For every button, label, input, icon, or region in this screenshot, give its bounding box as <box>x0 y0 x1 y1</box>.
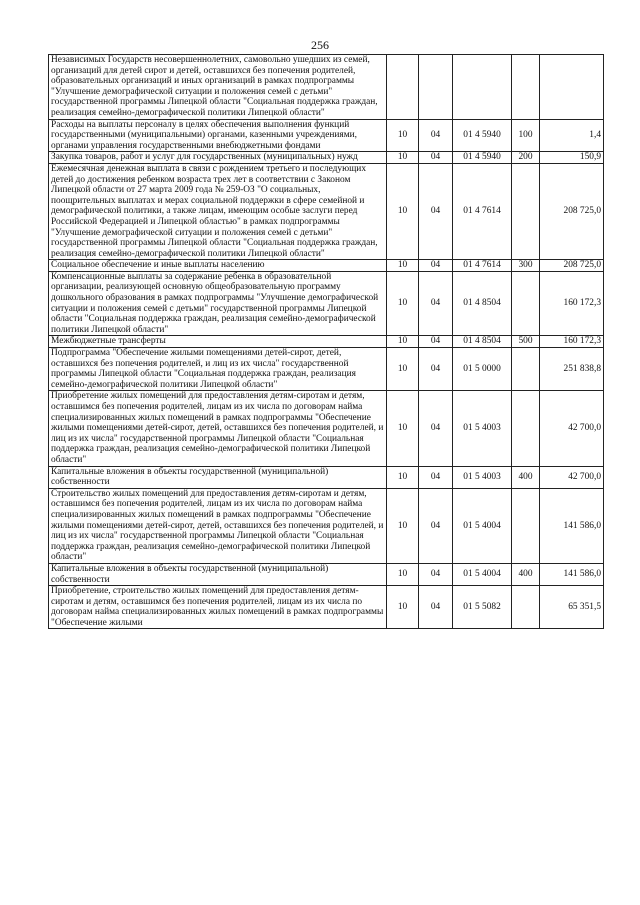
row-name: Капитальные вложения в объекты государственной (муниципальной) собственности <box>49 466 387 488</box>
row-name: Компенсационные выплаты за содержание ребенка в образовательной организации, реализующей основную общеобразовательную программу дошкольного образования в рамках подпрограммы "Улучшение демографической ситуации и положения семей с детьми" государственной программы Липецкой области "Социальная поддержка граждан, реализация семейно-демографической политики Липецкой области" <box>49 271 387 336</box>
row-name: Капитальные вложения в объекты государственной (муниципальной) собственности <box>49 563 387 585</box>
row-amount: 251 838,8 <box>540 348 604 391</box>
row-subsection: 04 <box>419 348 453 391</box>
row-subsection: 04 <box>419 563 453 585</box>
row-target-code: 01 5 4004 <box>453 563 512 585</box>
row-target-code: 01 4 7614 <box>453 163 512 259</box>
table-row <box>49 55 604 120</box>
row-subsection: 04 <box>419 586 453 629</box>
row-section: 10 <box>387 152 419 164</box>
row-target-code <box>453 55 512 120</box>
row-target-code: 01 4 7614 <box>453 260 512 272</box>
row-amount: 160 172,3 <box>540 336 604 348</box>
row-section: 10 <box>387 391 419 466</box>
table-row <box>49 563 604 585</box>
row-section: 10 <box>387 488 419 563</box>
row-amount: 150,9 <box>540 152 604 164</box>
row-target-code: 01 4 8504 <box>453 336 512 348</box>
row-section: 10 <box>387 466 419 488</box>
budget-table-body <box>49 55 604 629</box>
page-number: 256 <box>311 38 329 52</box>
row-section: 10 <box>387 336 419 348</box>
row-section: 10 <box>387 271 419 336</box>
row-subsection: 04 <box>419 271 453 336</box>
row-section: 10 <box>387 163 419 259</box>
row-subsection: 04 <box>419 336 453 348</box>
row-expense-type: 500 <box>512 336 540 348</box>
row-target-code: 01 5 5082 <box>453 586 512 629</box>
table-row <box>49 336 604 348</box>
row-expense-type <box>512 271 540 336</box>
row-section: 10 <box>387 119 419 152</box>
row-name: Независимых Государств несовершеннолетних, самовольно ушедших из семей, организаций для детей сирот и детей, оставшихся без попечения родителей, образовательных организаций и иных организаций в рамках подпрограммы "Улучшение демографической ситуации и положения семей с детьми" государственной программы Липецкой области "Социальная поддержка граждан, реализация семейно-демографической политики Липецкой области" <box>49 55 387 120</box>
row-target-code: 01 4 5940 <box>453 152 512 164</box>
row-subsection: 04 <box>419 163 453 259</box>
row-expense-type <box>512 163 540 259</box>
row-subsection: 04 <box>419 488 453 563</box>
row-name: Ежемесячная денежная выплата в связи с рождением третьего и последующих детей до достижения ребенком возраста трех лет в соответствии с Законом Липецкой области от 27 марта 2009 года № 259-ОЗ "О социальных, поощрительных выплатах и мерах социальной поддержки в сфере семейной и демографической политики, а также лицам, имеющим особые заслуги перед Российской Федерацией и Липецкой областью" в рамках подпрограммы "Улучшение демографической ситуации и положения семей с детьми" государственной программы Липецкой области "Социальная поддержка граждан, реализация семейно-демографической политики Липецкой области" <box>49 163 387 259</box>
row-amount: 141 586,0 <box>540 488 604 563</box>
table-row <box>49 260 604 272</box>
row-amount: 65 351,5 <box>540 586 604 629</box>
row-amount: 160 172,3 <box>540 271 604 336</box>
row-section: 10 <box>387 586 419 629</box>
row-name: Подпрограмма "Обеспечение жилыми помещениями детей-сирот, детей, оставшихся без попечения родителей, и лиц из их числа" государственной программы Липецкой области "Социальная поддержка граждан, реализация семейно-демографической политики Липецкой области" <box>49 348 387 391</box>
row-name: Расходы на выплаты персоналу в целях обеспечения выполнения функций государственными (муниципальными) органами, казенными учреждениями, органами управления государственными внебюджетными фондами <box>49 119 387 152</box>
row-expense-type <box>512 348 540 391</box>
row-expense-type: 100 <box>512 119 540 152</box>
row-expense-type: 400 <box>512 563 540 585</box>
row-name: Межбюджетные трансферты <box>49 336 387 348</box>
row-subsection: 04 <box>419 260 453 272</box>
row-name: Приобретение жилых помещений для предоставления детям-сиротам и детям, оставшимся без попечения родителей, лицам из их числа по договорам найма специализированных жилых помещений в рамках подпрограммы "Обеспечение жилыми помещениями детей-сирот, детей, оставшихся без попечения родителей, и лиц из их числа" государственной программы Липецкой области "Социальная поддержка граждан, реализация семейно-демографической политики Липецкой области" <box>49 391 387 466</box>
row-amount: 42 700,0 <box>540 466 604 488</box>
table-row <box>49 348 604 391</box>
budget-table <box>48 54 604 629</box>
row-amount: 208 725,0 <box>540 260 604 272</box>
row-name: Приобретение, строительство жилых помещений для предоставления детям-сиротам и детям, оставшимся без попечения родителей, лицам из их числа по договорам найма специализированных жилых помещений в рамках подпрограммы "Обеспечение жилыми <box>49 586 387 629</box>
row-expense-type <box>512 391 540 466</box>
row-subsection: 04 <box>419 466 453 488</box>
row-name: Строительство жилых помещений для предоставления детям-сиротам и детям, оставшимся без попечения родителей, лицам из их числа по договорам найма специализированных жилых помещений в рамках подпрограммы "Обеспечение жилыми помещениями детей-сирот, детей, оставшихся без попечения родителей, и лиц из их числа" государственной программы Липецкой области "Социальная поддержка граждан, реализация семейно-демографической политики Липецкой области" <box>49 488 387 563</box>
row-name: Социальное обеспечение и иные выплаты населению <box>49 260 387 272</box>
row-section: 10 <box>387 260 419 272</box>
row-amount: 141 586,0 <box>540 563 604 585</box>
row-expense-type <box>512 488 540 563</box>
row-target-code: 01 5 4004 <box>453 488 512 563</box>
table-row <box>49 119 604 152</box>
row-amount: 42 700,0 <box>540 391 604 466</box>
row-target-code: 01 5 4003 <box>453 391 512 466</box>
table-row <box>49 466 604 488</box>
table-row <box>49 488 604 563</box>
row-subsection: 04 <box>419 391 453 466</box>
row-target-code: 01 5 0000 <box>453 348 512 391</box>
row-expense-type: 200 <box>512 152 540 164</box>
row-name: Закупка товаров, работ и услуг для государственных (муниципальных) нужд <box>49 152 387 164</box>
row-amount: 208 725,0 <box>540 163 604 259</box>
row-expense-type: 300 <box>512 260 540 272</box>
row-expense-type <box>512 55 540 120</box>
row-target-code: 01 4 8504 <box>453 271 512 336</box>
row-subsection: 04 <box>419 119 453 152</box>
row-section: 10 <box>387 348 419 391</box>
row-amount <box>540 55 604 120</box>
table-row <box>49 391 604 466</box>
table-row <box>49 271 604 336</box>
row-target-code: 01 4 5940 <box>453 119 512 152</box>
row-section: 10 <box>387 563 419 585</box>
table-row <box>49 152 604 164</box>
row-section <box>387 55 419 120</box>
row-amount: 1,4 <box>540 119 604 152</box>
row-expense-type <box>512 586 540 629</box>
row-subsection <box>419 55 453 120</box>
row-target-code: 01 5 4003 <box>453 466 512 488</box>
row-subsection: 04 <box>419 152 453 164</box>
table-row <box>49 163 604 259</box>
table-row <box>49 586 604 629</box>
row-expense-type: 400 <box>512 466 540 488</box>
